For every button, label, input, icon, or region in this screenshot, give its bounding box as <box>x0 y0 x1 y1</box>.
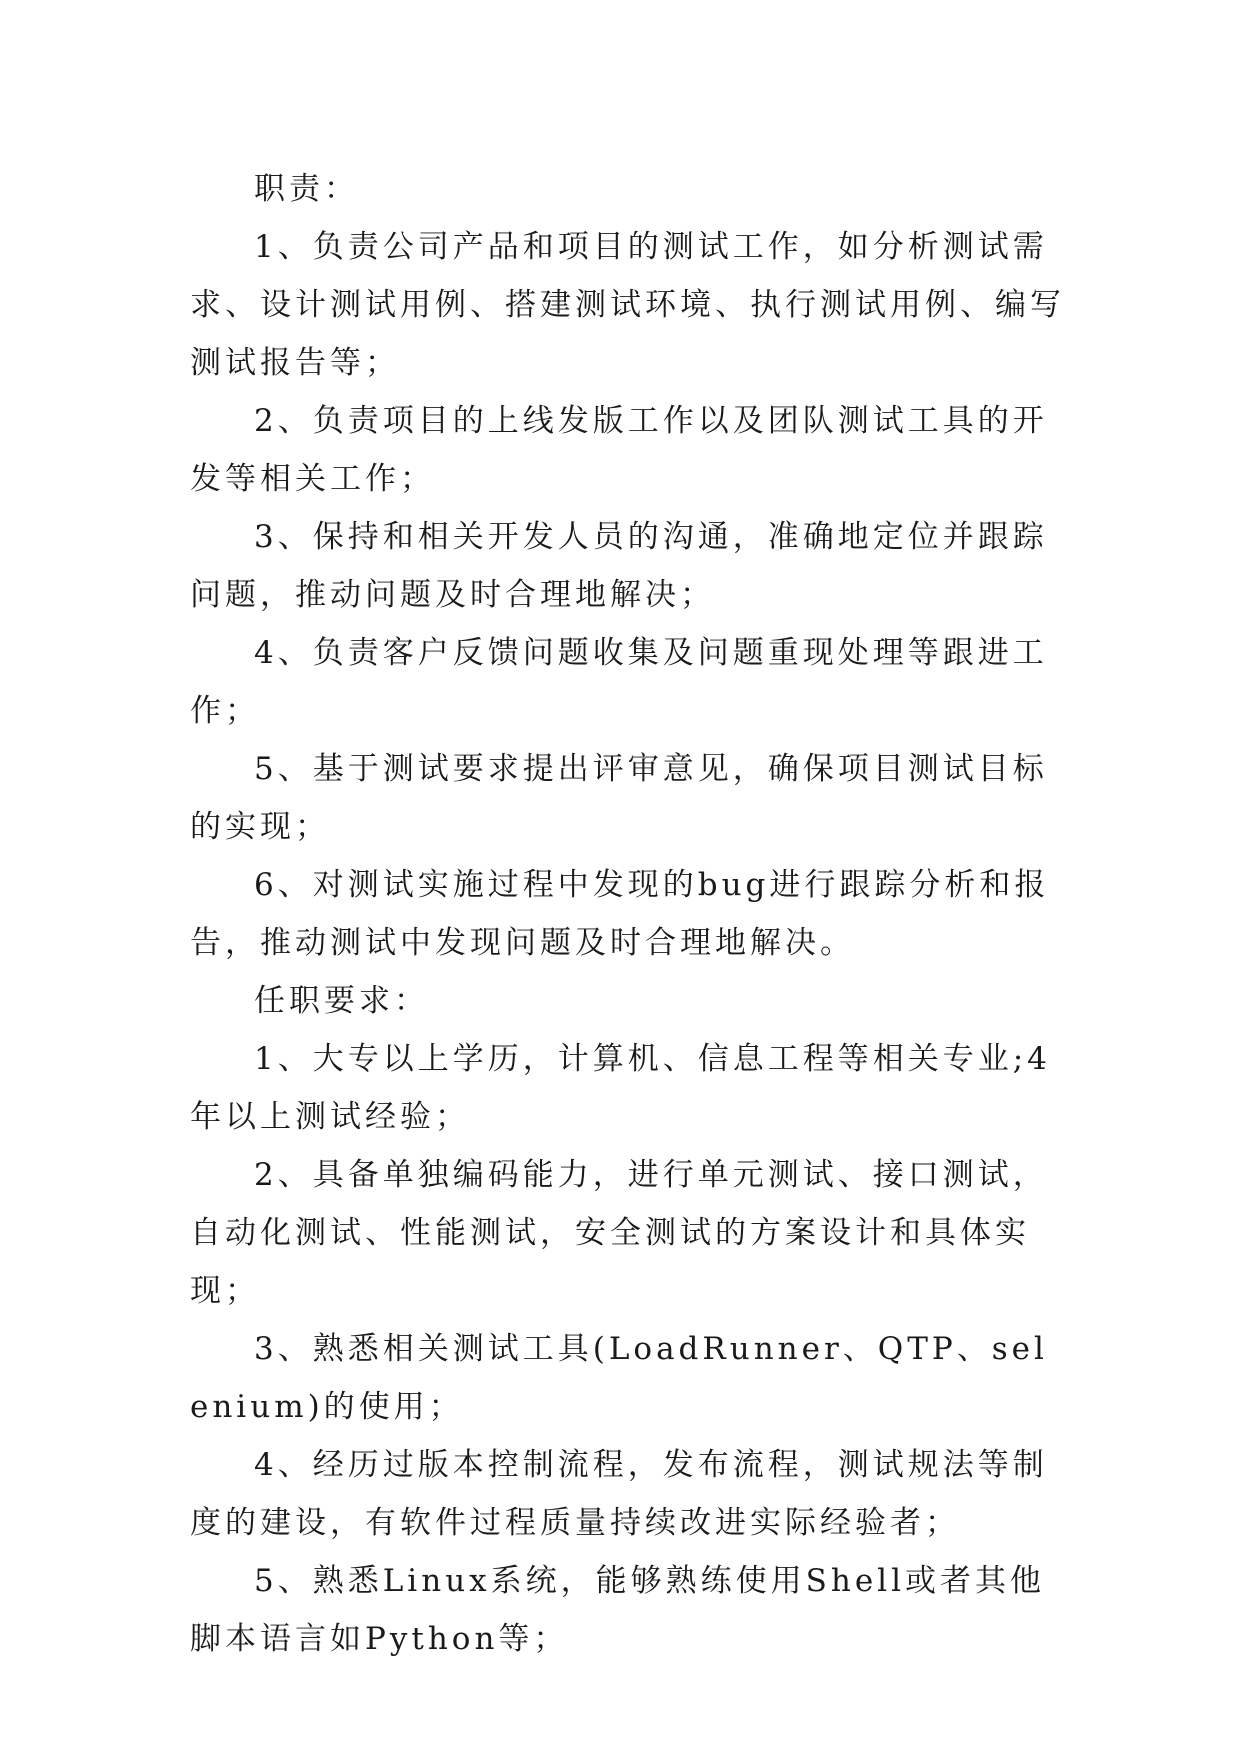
duty-item-3: 3、保持和相关开发人员的沟通，准确地定位并跟踪问题，推动问题及时合理地解决； <box>190 519 1048 613</box>
document-page <box>190 160 1070 1668</box>
duty-item-4: 4、负责客户反馈问题收集及问题重现处理等跟进工作； <box>190 635 1048 729</box>
requirement-item-3: 3、熟悉相关测试工具(LoadRunner、QTP、selenium)的使用； <box>190 1331 1048 1425</box>
requirement-item-5: 5、熟悉Linux系统，能够熟练使用Shell或者其他脚本语言如Python等； <box>190 1563 1046 1657</box>
requirements-heading: 任职要求： <box>254 983 429 1019</box>
duty-item-5: 5、基于测试要求提出评审意见，确保项目测试目标的实现； <box>190 751 1048 845</box>
duty-item-6: 6、对测试实施过程中发现的bug进行跟踪分析和报告，推动测试中发现问题及时合理地解决。 <box>190 867 1050 961</box>
requirement-item-2: 2、具备单独编码能力，进行单元测试、接口测试，自动化测试、性能测试，安全测试的方案设计和具体实现； <box>190 1157 1048 1309</box>
requirement-item-1: 1、大专以上学历，计算机、信息工程等相关专业;4年以上测试经验； <box>190 1041 1051 1135</box>
duties-heading: 职责： <box>254 171 359 207</box>
requirement-item-4: 4、经历过版本控制流程，发布流程，测试规法等制度的建设，有软件过程质量持续改进实际经验者； <box>190 1447 1048 1541</box>
duty-item-1: 1、负责公司产品和项目的测试工作，如分析测试需求、设计测试用例、搭建测试环境、执行测试用例、编写测试报告等； <box>190 229 1065 381</box>
duty-item-2: 2、负责项目的上线发版工作以及团队测试工具的开发等相关工作； <box>190 403 1048 497</box>
